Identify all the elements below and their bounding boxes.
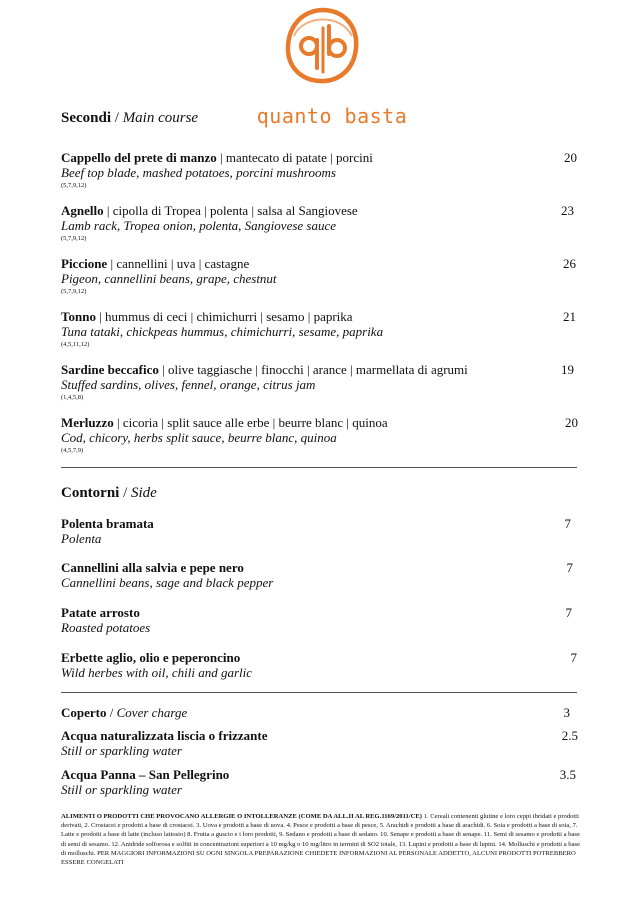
menu-item	[61, 516, 581, 546]
section-title-contorni: Contorni / Side	[61, 485, 157, 501]
menu-item	[61, 560, 581, 590]
menu-item	[61, 767, 581, 797]
section-title-en: Main course	[122, 110, 199, 126]
item-price: 20	[565, 415, 578, 430]
menu-item	[61, 728, 581, 758]
allergen-notice-text: 1. Cereali contenenti glutine e loro ceppi ibridati e prodotti derivati, 2. Crostacei e prodotti a base di crostacei. 3. Uova e prodotti a base di uova. 4. Pesce e prodotti a base di pesce, 5. Arachidi e prodotti a base di arachidi. 6. Soia e prodotti a base di soia, 7. Latte e prodotti a base di latte (incluso lattosio) 8. Frutta a guscio e i loro prodotti, 9. Sedano e prodotti a base di sedano. 10. Senape e prodotti a base di senape. 11. Semi di sesamo e prodotti a base di semi di sesamo. 12. Anidride solforosa e solfiti in concentrazioni superiori a 10 mg/kg o 10 mg/litro in termini di SO2 totale, 13. Lupini e prodotti a base di lupini. 14. Molluschi e prodotti a base di molluschi. PER MAGGIORI INFORMAZIONI SU OGNI SINGOLA PREPARAZIONE CHIEDETE INFORMAZIONI AL PERSONALE ADDETTO, ALCUNI PRODOTTI POTREBBERO ESSERE CONGELATI	[61, 813, 580, 867]
item-desc-en: Cover charge	[116, 705, 188, 720]
item-price: 7	[564, 516, 571, 531]
menu-item: Agnello | cipolla di Tropea | polenta | salsa al Sangiovese Lamb rack, Tropea onion, polenta, Sangiovese sauce (5,7,9,12)	[61, 203, 581, 243]
item-allergens: (5,7,9,12)	[61, 288, 87, 295]
item-price: 21	[563, 309, 576, 324]
item-name: Agnello	[61, 203, 104, 218]
item-desc-it: mantecato di patate | porcini	[225, 150, 373, 165]
item-desc-it: cicoria | split sauce alle erbe | beurre blanc | quinoa	[122, 415, 388, 430]
item-allergens: (4,5,7,9)	[61, 447, 84, 454]
allergen-notice-heading: ALIMENTI O PRODOTTI CHE PROVOCANO ALLERGIE O INTOLLERANZE (COME DA ALL.II AL REG.1169/2011/CE)	[61, 813, 422, 820]
item-name: Cannellini alla salvia e pepe nero	[61, 560, 244, 575]
item-name: Coperto	[61, 705, 107, 720]
allergen-notice	[61, 812, 581, 867]
section-title-it: Contorni	[61, 485, 120, 501]
item-desc-en: Cod, chicory, herbs split sauce, beurre blanc, quinoa	[61, 430, 337, 445]
section-title-it: Secondi	[61, 110, 112, 126]
item-price: 3	[563, 705, 570, 720]
item-name: Acqua naturalizzata liscia o frizzante	[61, 728, 268, 743]
section-title-en: Side	[131, 485, 157, 501]
item-desc-en: Stuffed sardins, olives, fennel, orange, citrus jam	[61, 377, 316, 392]
item-name: Acqua Panna – San Pellegrino	[61, 767, 230, 782]
item-allergens: (1,4,5,8)	[61, 394, 84, 401]
item-price: 19	[561, 362, 574, 377]
item-name: Piccione	[61, 256, 108, 271]
item-price: 23	[561, 203, 574, 218]
item-name: Cappello del prete di manzo	[61, 150, 217, 165]
item-desc-en: Beef top blade, mashed potatoes, porcini mushrooms	[61, 165, 336, 180]
item-price: 26	[563, 256, 576, 271]
item-allergens: (5,7,9,12)	[61, 235, 87, 242]
menu-item: Cappello del prete di manzo | mantecato di patate | porcini Beef top blade, mashed potatoes, porcini mushrooms (5,7,9,12)	[61, 150, 581, 190]
item-desc-en: Polenta	[61, 531, 102, 546]
item-desc-en: Still or sparkling water	[61, 743, 182, 758]
item-desc-en: Still or sparkling water	[61, 782, 182, 797]
item-allergens: (5,7,9,12)	[61, 182, 87, 189]
item-name: Merluzzo	[61, 415, 114, 430]
menu-item	[61, 605, 581, 635]
item-desc-en: Wild herbes with oil, chili and garlic	[61, 665, 253, 680]
menu-item: Tonno | hummus di ceci | chimichurri | sesamo | paprika Tuna tataki, chickpeas hummus, chimichurri, sesame, paprika (4,5,11,12)	[61, 309, 581, 349]
item-desc-it: olive taggiasche | finocchi | arance | marmellata di agrumi	[167, 362, 468, 377]
item-name: Tonno	[61, 309, 96, 324]
divider	[61, 467, 577, 468]
item-price: 20	[564, 150, 577, 165]
section-title-secondi: Secondi / Main course	[61, 110, 199, 126]
item-desc-it: cipolla di Tropea | polenta | salsa al Sangiovese	[112, 203, 358, 218]
item-name: Sardine beccafico	[61, 362, 159, 377]
item-price: 7	[565, 605, 572, 620]
menu-item: Piccione | cannellini | uva | castagne Pigeon, cannellini beans, grape, chestnut (5,7,9,12)	[61, 256, 581, 296]
item-desc-it: cannellini | uva | castagne	[116, 256, 250, 271]
divider	[61, 692, 577, 693]
item-desc-en: Roasted potatoes	[61, 620, 151, 635]
menu-item: Sardine beccafico | olive taggiasche | finocchi | arance | marmellata di agrumi Stuffed sardins, olives, fennel, orange, citrus jam (1,4,5,8)	[61, 362, 581, 402]
brand-name: quanto basta	[256, 104, 408, 128]
item-name: Erbette aglio, olio e peperoncino	[61, 650, 241, 665]
item-price: 7	[566, 560, 573, 575]
menu-item: Merluzzo | cicoria | split sauce alle erbe | beurre blanc | quinoa Cod, chicory, herbs split sauce, beurre blanc, quinoa (4,5,7,9)	[61, 415, 581, 455]
menu-item	[61, 650, 581, 680]
item-name: Patate arrosto	[61, 605, 140, 620]
item-desc-en: Tuna tataki, chickpeas hummus, chimichurri, sesame, paprika	[61, 324, 384, 339]
item-desc-it: hummus di ceci | chimichurri | sesamo | paprika	[105, 309, 353, 324]
item-price: 2.5	[561, 728, 578, 743]
item-desc-en: Cannellini beans, sage and black pepper	[61, 575, 274, 590]
brand-logo-mark	[282, 6, 362, 86]
menu-item-coperto: Coperto / Cover charge	[61, 705, 188, 720]
item-desc-en: Lamb rack, Tropea onion, polenta, Sangiovese sauce	[61, 218, 337, 233]
item-name: Polenta bramata	[61, 516, 154, 531]
item-price: 3.5	[559, 767, 576, 782]
item-allergens: (4,5,11,12)	[61, 341, 90, 348]
item-price: 7	[570, 650, 577, 665]
item-desc-en: Pigeon, cannellini beans, grape, chestnut	[61, 271, 277, 286]
